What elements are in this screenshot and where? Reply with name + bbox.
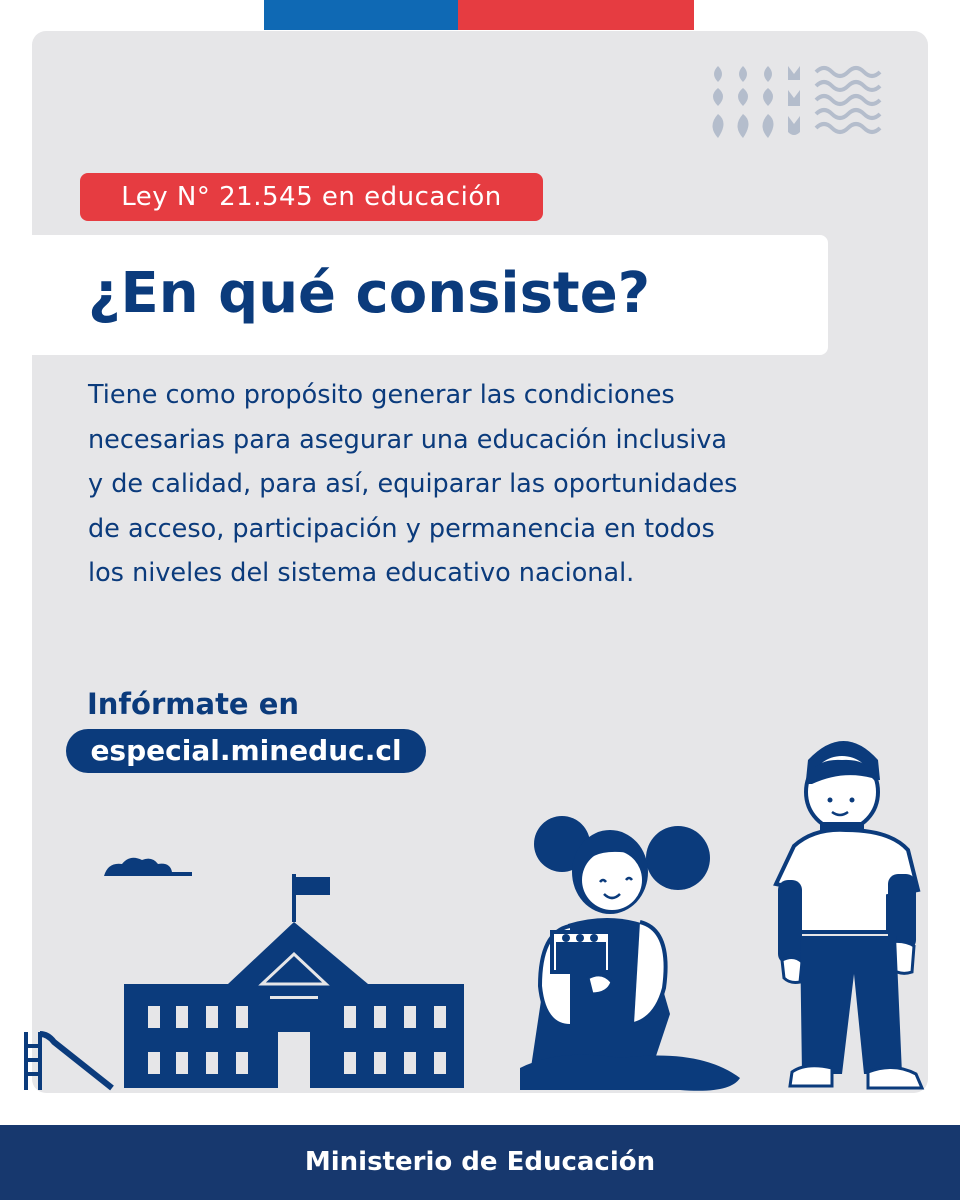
description-line: los niveles del sistema educativo nacional.	[88, 558, 635, 589]
info-label: Infórmate en	[87, 687, 300, 721]
description-line: Tiene como propósito generar las condiciones	[88, 380, 675, 410]
slide-icon	[26, 1032, 112, 1090]
boy-standing-icon	[776, 741, 922, 1088]
school-illustration	[0, 720, 960, 1100]
page-title: ¿En qué consiste?	[88, 261, 651, 326]
flag-stripe-blue	[264, 0, 458, 30]
government-pattern-icon	[708, 62, 898, 142]
girl-with-block-icon	[520, 816, 740, 1091]
website-link[interactable]: especial.mineduc.cl	[66, 729, 426, 773]
description-line: y de calidad, para así, equiparar las oportunidades	[88, 469, 738, 500]
footer-banner: Ministerio de Educación	[0, 1125, 960, 1200]
law-badge: Ley N° 21.545 en educación	[80, 173, 543, 221]
description-line: necesarias para asegurar una educación inclusiva	[88, 424, 728, 455]
school-building-icon	[124, 922, 464, 1088]
description-line: de acceso, participación y permanencia en todos	[88, 513, 715, 544]
flag-stripe-red	[458, 0, 694, 30]
cloud-icon	[104, 858, 192, 876]
description-paragraph	[88, 373, 818, 596]
flag-icon	[292, 874, 330, 922]
